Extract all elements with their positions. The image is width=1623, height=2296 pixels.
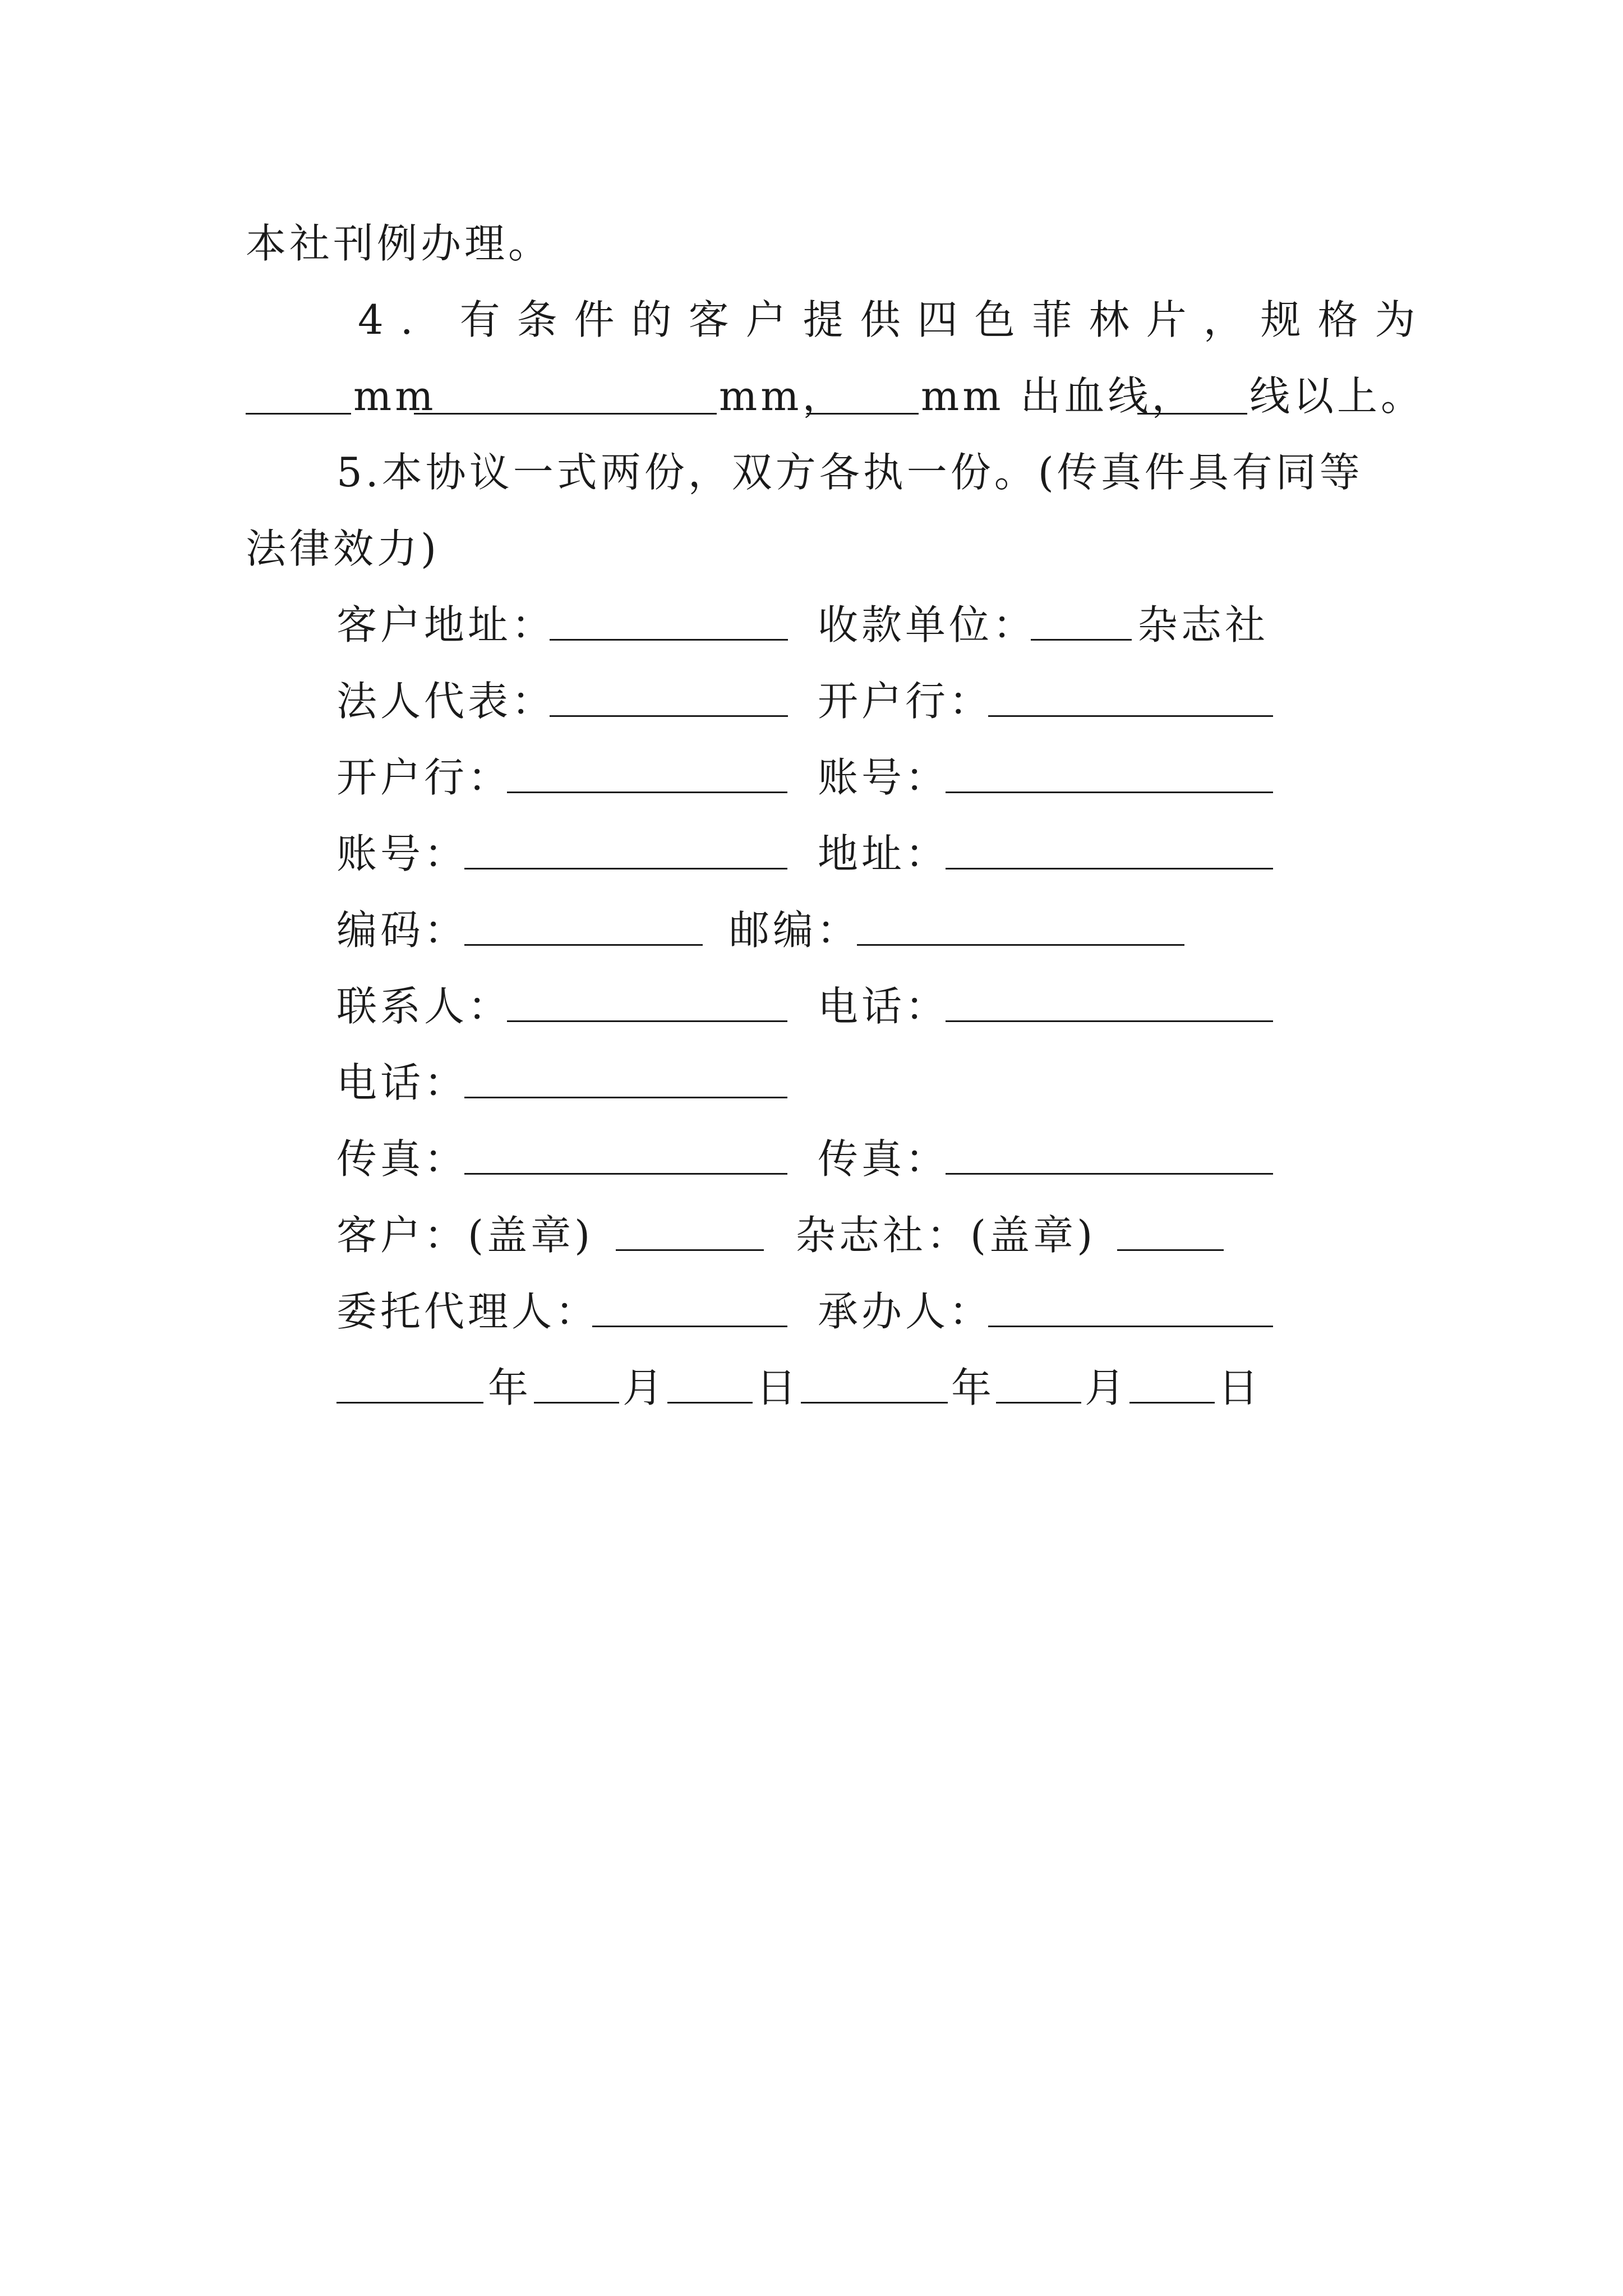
code-left-field — [336, 902, 718, 958]
right-month-input[interactable] — [996, 1402, 1081, 1404]
postcode-right-field — [729, 902, 1211, 958]
right-day-input[interactable] — [1129, 1402, 1215, 1404]
customer-seal-input[interactable] — [616, 1249, 764, 1251]
spec-tail: 线以上。 — [1249, 372, 1425, 420]
paragraph-5-line-1: 5.本协议一式两份，双方各执一份。(传真件具有同等 — [336, 449, 1363, 496]
fax-left-label: 传真： — [336, 1135, 468, 1182]
address-right-input[interactable] — [946, 868, 1273, 869]
agent-left-input[interactable] — [592, 1326, 787, 1327]
left-month-input[interactable] — [534, 1402, 619, 1404]
line-above-blank[interactable] — [1137, 379, 1247, 415]
bank-right-label: 开户行： — [818, 678, 993, 725]
address-right-field — [818, 826, 1301, 882]
postcode-right-label: 邮编： — [729, 907, 861, 954]
phone-left-label: 电话： — [336, 1059, 468, 1106]
magazine-seal-field — [795, 1207, 1289, 1263]
bank-left-field — [336, 749, 796, 806]
right-year-label: 年 — [951, 1364, 995, 1411]
spec-width-blank[interactable] — [246, 379, 351, 415]
row-dates — [336, 1360, 1301, 1416]
left-month-label: 月 — [623, 1364, 667, 1411]
handler-right-field — [818, 1283, 1301, 1340]
row-phone-left — [336, 1055, 1301, 1111]
customer-seal-label: 客户：(盖章) — [336, 1212, 594, 1259]
legal-rep-label: 法人代表： — [336, 678, 556, 725]
account-right-label: 账号： — [818, 754, 949, 801]
right-month-label: 月 — [1085, 1364, 1129, 1411]
row-address-payee — [336, 597, 1301, 653]
phone-right-field — [818, 978, 1301, 1034]
spec-unit-2: mm， — [719, 372, 846, 420]
bank-right-input[interactable] — [988, 715, 1273, 717]
contact-left-field — [336, 978, 796, 1034]
fax-left-field — [336, 1131, 796, 1187]
account-left-input[interactable] — [464, 868, 787, 869]
customer-address-field — [336, 597, 796, 653]
phone-right-input[interactable] — [946, 1020, 1273, 1022]
left-day-input[interactable] — [667, 1402, 753, 1404]
handler-right-input[interactable] — [988, 1326, 1273, 1327]
payee-label: 收款单位： — [818, 601, 1037, 648]
phone-right-label: 电话： — [818, 983, 949, 1030]
code-left-label: 编码： — [336, 907, 468, 954]
row-agent-handler — [336, 1283, 1301, 1340]
fax-right-field — [818, 1131, 1301, 1187]
account-left-label: 账号： — [336, 830, 468, 877]
bank-left-label: 开户行： — [336, 754, 512, 801]
customer-address-label: 客户地址： — [336, 601, 556, 648]
paragraph-5-line-2: 法律效力) — [246, 525, 440, 572]
fax-right-input[interactable] — [946, 1173, 1273, 1175]
code-left-input[interactable] — [464, 944, 703, 946]
row-seals — [336, 1207, 1301, 1263]
phone-left-input[interactable] — [464, 1097, 787, 1098]
row-account-address — [336, 826, 1301, 882]
left-day-label: 日 — [756, 1364, 800, 1411]
bank-left-input[interactable] — [507, 792, 787, 793]
customer-address-input[interactable] — [550, 639, 788, 641]
spec-unit-3: mm 出血线， — [921, 372, 1196, 420]
customer-seal-field — [336, 1207, 774, 1263]
right-year-input[interactable] — [801, 1402, 948, 1404]
paragraph-3-tail: 本社刊例办理。 — [246, 220, 552, 267]
magazine-seal-input[interactable] — [1117, 1249, 1224, 1251]
left-year-input[interactable] — [336, 1402, 483, 1404]
account-right-field — [818, 749, 1301, 806]
left-year-label: 年 — [488, 1364, 532, 1411]
spec-height-blank[interactable] — [414, 379, 717, 415]
postcode-right-input[interactable] — [857, 944, 1184, 946]
account-right-input[interactable] — [946, 792, 1273, 793]
account-left-field — [336, 826, 796, 882]
address-right-label: 地址： — [818, 830, 949, 877]
row-legal-bank — [336, 673, 1301, 729]
magazine-seal-label: 杂志社：(盖章) — [795, 1212, 1096, 1259]
row-fax — [336, 1131, 1301, 1187]
phone-left-field — [336, 1055, 796, 1111]
paragraph-4-line-2 — [246, 368, 1423, 424]
payee-suffix: 杂志社 — [1137, 601, 1269, 648]
row-contact-phone — [336, 978, 1301, 1034]
spec-unit-1: mm — [353, 372, 437, 420]
payee-input[interactable] — [1031, 639, 1132, 641]
right-day-label: 日 — [1218, 1364, 1262, 1411]
row-bank-account — [336, 749, 1301, 806]
paragraph-4-line-1: 4. 有条件的客户提供四色菲林片，规格为 — [358, 296, 1432, 343]
agent-left-label: 委托代理人： — [336, 1288, 600, 1335]
contact-left-label: 联系人： — [336, 983, 512, 1030]
fax-left-input[interactable] — [464, 1173, 787, 1175]
payee-field — [818, 597, 1301, 653]
handler-right-label: 承办人： — [818, 1288, 993, 1335]
bleed-blank[interactable] — [806, 379, 919, 415]
row-code-postcode — [336, 902, 1301, 958]
bank-right-field — [818, 673, 1301, 729]
contact-left-input[interactable] — [507, 1020, 787, 1022]
agent-left-field — [336, 1283, 796, 1340]
legal-rep-field — [336, 673, 796, 729]
fax-right-label: 传真： — [818, 1135, 949, 1182]
legal-rep-input[interactable] — [550, 715, 788, 717]
